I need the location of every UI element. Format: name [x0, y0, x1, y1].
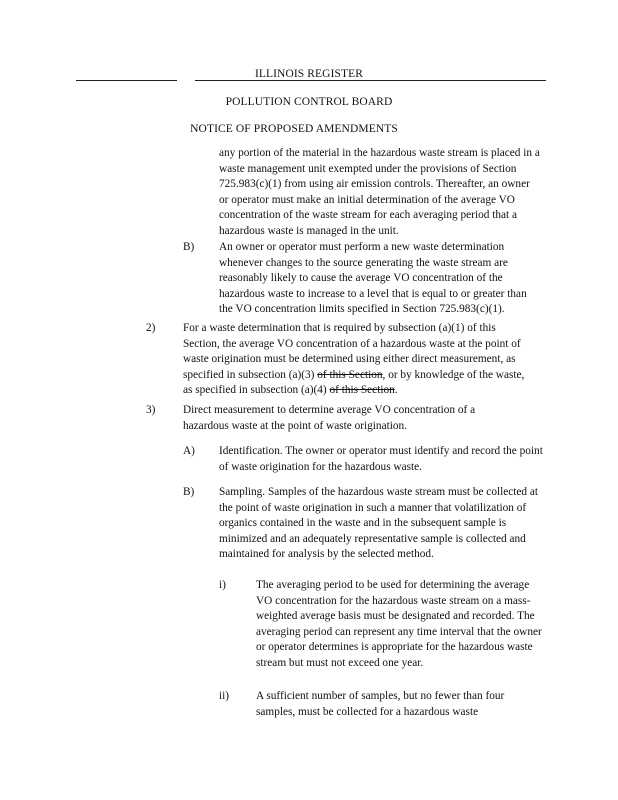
paragraph-B1: An owner or operator must perform a new waste determination whenever changes to the source generating the waste stream are reasonably likely to cause the average VO concentration of the hazardous waste to increase to a level that is equal to or greater than the VO concentration limits specified in Section 725.983(c)(1).: [219, 241, 527, 316]
label-item-2: 2): [146, 322, 156, 334]
item-2-text-b: , or by knowledge of the waste, as specified in subsection (a)(4): [183, 368, 525, 397]
item-2-strike-2: of this Section: [329, 384, 395, 397]
label-ii: ii): [219, 690, 230, 702]
label-A: A): [183, 445, 195, 457]
item-2-strike-1: of this Section: [317, 368, 383, 381]
paragraph-B2: Sampling. Samples of the hazardous waste stream must be collected at the point of waste origination in such a manner that volatilization of organics contained in the waste and in the subsequent sample is minimized and an adequately representative sample is collected and maintained for analysis by the selected method.: [219, 486, 539, 561]
label-item-3: 3): [146, 404, 156, 416]
label-i: i): [219, 579, 226, 591]
paragraph-A: Identification. The owner or operator must identify and record the point of waste origination for the hazardous waste.: [219, 445, 543, 473]
notice-title: NOTICE OF PROPOSED AMENDMENTS: [190, 123, 398, 135]
register-title: ILLINOIS REGISTER: [254, 68, 364, 80]
continued-paragraph: any portion of the material in the hazardous waste stream is placed in a waste management unit exempted under the provisions of Section 725.983(c)(1) from using air emission controls. Thereafter, an owner or operator must make an initial determination of the average VO concentration of the waste stream for each averaging period that a hazardous waste is managed in the unit.: [219, 147, 540, 237]
item-2-text-a: For a waste determination that is required by subsection (a)(1) of this Section, the average VO concentration of a hazardous waste at the point of waste origination must be determined using either direct measurement, as specified in subsection (a)(3): [183, 322, 521, 381]
paragraph-i: The averaging period to be used for determining the average VO concentration for the hazardous waste stream on a mass-weighted average basis must be designated and recorded. The averaging period can represent any time interval that the owner or operator determines is appropriate for the hazardous waste stream but must not exceed one year.: [256, 579, 542, 669]
paragraph-item-2: [183, 321, 525, 399]
paragraph-item-3: Direct measurement to determine average VO concentration of a hazardous waste at the point of waste origination.: [183, 404, 476, 432]
board-title: POLLUTION CONTROL BOARD: [225, 96, 393, 108]
label-B1: B): [183, 241, 195, 253]
paragraph-ii: A sufficient number of samples, but no fewer than four samples, must be collected for a hazardous waste: [256, 690, 505, 718]
item-2-text-c: .: [394, 384, 398, 397]
label-B2: B): [183, 486, 195, 498]
